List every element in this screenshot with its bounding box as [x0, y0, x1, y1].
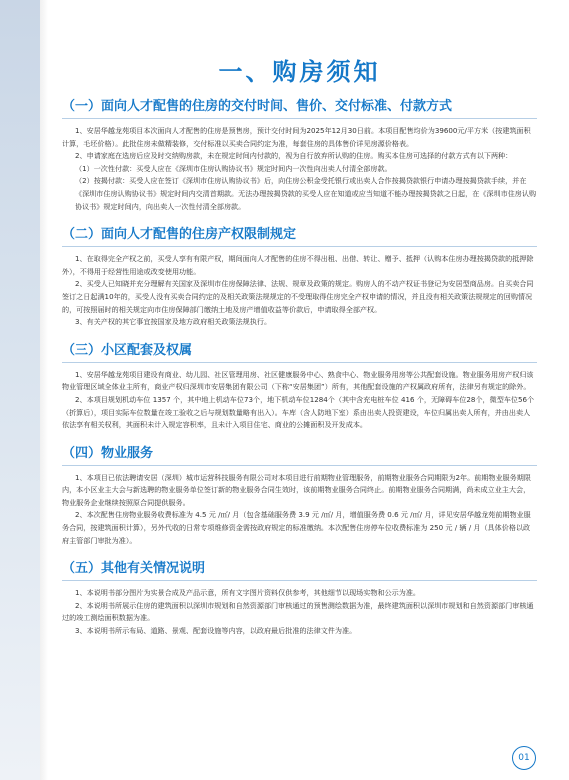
section-heading — [62, 442, 537, 461]
paragraph: 2、本说明书所展示住房的建筑面积以深圳市规划和自然资源部门审核通过的预售测绘数据为准，最终建筑面积以深圳市规划和自然资源部门审核通过的竣工测绘面积数据为准。 — [62, 600, 534, 623]
paragraph: 2、申请家庭在选房后应及时交纳购房款，未在规定时间内付款的，视为自行放弃所认购的住房。购买本住房可选择的付款方式有以下两种： — [75, 151, 513, 161]
paragraph: 3、有关产权的其它事宜按国家及地方政府相关政策法规执行。 — [75, 317, 272, 327]
paragraph: 2、本项目规划机动车位 1357 个，其中地上机动车位73个，地下机动车位1284个（其中含充电桩车位 416 个，无障碍车位28个，微型车位56个（折算后），项目实际车位数量在竣工验收之后与规划数量略有出入）。车库（含人防地下室）系由出卖人投资建设，车位归属出卖人所有，并由出卖人依法享有相关权利，其面积未计入规定容积率，且未计入项目住宅、商业的公摊面积及开发成本。 — [62, 394, 535, 430]
section-number: （四） — [62, 445, 102, 461]
section-title: 面向人才配售的住房的交付时间、售价、交付标准、付款方式 — [101, 99, 453, 114]
paragraph: 1、本项目已依法聘请安居（深圳）城市运营科技服务有限公司对本项目进行前期物业管理服务，前期物业服务合同期限为2年。前期物业服务期限内，本小区业主大会与新选聘的物业服务单位签订新的物业服务合同生效时，该前期物业服务合同终止。前期物业服务合同期满，尚未成立业主大会，物业服务企业继续按照原合同提供服务。 — [62, 472, 531, 507]
paragraph: 1、本说明书部分图片为实景合成及产品示意，所有文字图片资料仅供参考，其他细节以现场实物和公示为准。 — [75, 588, 421, 598]
paragraph: 3、本说明书所示布局、道路、景观、配套设施等内容，以政府最后批准的法律文件为准。 — [75, 626, 357, 636]
section-divider — [62, 465, 537, 466]
paragraph: 2、买受人已知晓并充分理解有关国家及深圳市住房保障法律、法规、规章及政策的规定。购房人的不动产权证书登记为安居型商品房。自买卖合同签订之日起满10年的，买受人没有买卖合同约定的及相关政策法规规定的不受理取得住房完全产权申请的情况，并且没有相关政策法规规定的回购情况的，可按照届时的相关规定向市住房保障部门缴纳土地及房产增值收益等价款后，申请取得全部产权。 — [62, 279, 534, 314]
section-title: 其他有关情况说明 — [101, 561, 206, 577]
content-area — [62, 52, 537, 648]
section-delivery — [62, 95, 537, 213]
paragraph: 2、本次配售住房物业服务收费标准为 4.5 元 /㎡/ 月（包含基础服务费 3.9 元 /㎡/ 月，增值服务费 0.6 元 /㎡/ 月，详见安居华越龙苑前期物业服务合同，按建筑面积计算），另外代收的日常专项维修资金需按政府规定的标准缴纳。本次配售住房停车位收费标准为 250 元 / 辆 / 月（具体价格以政府主管部门审批为准）。 — [62, 510, 531, 545]
paragraph: （1）一次性付款：买受人应在《深圳市住房认购协议书》规定时间内一次性向出卖人付清全部房款。 — [75, 163, 392, 173]
section-other-notes — [62, 557, 537, 637]
section-property-service — [62, 442, 537, 548]
section-divider — [62, 118, 537, 119]
section-number: （一） — [62, 99, 102, 114]
paragraph: 1、安居华越龙苑项目建设有商业、幼儿园、社区管理用房、社区健康服务中心、熟食中心、物业服务用房等公共配套设施。物业服务用房产权归该物业管理区域全体业主所有，商业产权归深圳市安居集团有限公司（下称“安居集团”）所有，其他配套设施的产权属政府所有，法律另有规定的除外。 — [62, 369, 534, 392]
page-title: 一、购房须知 — [218, 58, 381, 86]
section-heading — [62, 339, 537, 358]
section-title: 物业服务 — [101, 445, 154, 461]
section-number: （五） — [62, 561, 102, 577]
section-facilities — [62, 339, 537, 432]
section-divider — [62, 246, 537, 247]
section-property-rights — [62, 223, 537, 329]
paragraph: 1、安居华越龙苑项目本次面向人才配售的住房是预售房，预计交付时间为2025年12月30日前。本项目配售均价为39600元/平方米（按建筑面积计算，毛坯价格）。此批住房未做精装修，交付标准以买卖合同约定为准，每套住房的具体售价详见房源价格表。 — [62, 126, 531, 148]
section-title: 面向人才配售的住房产权限制规定 — [101, 227, 297, 243]
section-heading — [62, 223, 537, 242]
paragraph: （2）按揭付款：买受人应在签订《深圳市住房认购协议书》后，向住房公积金受托银行或出卖人合作按揭贷款银行申请办理按揭贷款手续，并在《深圳市住房认购协议书》规定时间内交清首期款。无法办理按揭贷款的买受人应在知道或应当知道不能办理按揭贷款之日起，在《深圳市住房认购协议书》规定时间内，向出卖人一次性付清全部房款。 — [75, 176, 537, 211]
section-title: 小区配套及权属 — [101, 342, 193, 358]
section-heading — [62, 557, 537, 576]
section-number: （二） — [62, 227, 102, 243]
section-divider — [62, 362, 537, 363]
section-heading — [62, 95, 537, 114]
section-divider — [62, 580, 537, 581]
paragraph: 1、在取得完全产权之前，买受人享有有限产权，期间面向人才配售的住房不得出租、出借、转让、赠予、抵押（认购本住房办理按揭贷款的抵押除外），不得用于经营性用途或改变使用功能。 — [62, 254, 534, 276]
page-number: 01 — [512, 746, 536, 770]
section-number: （三） — [62, 342, 102, 358]
decorative-side-band — [0, 0, 40, 780]
